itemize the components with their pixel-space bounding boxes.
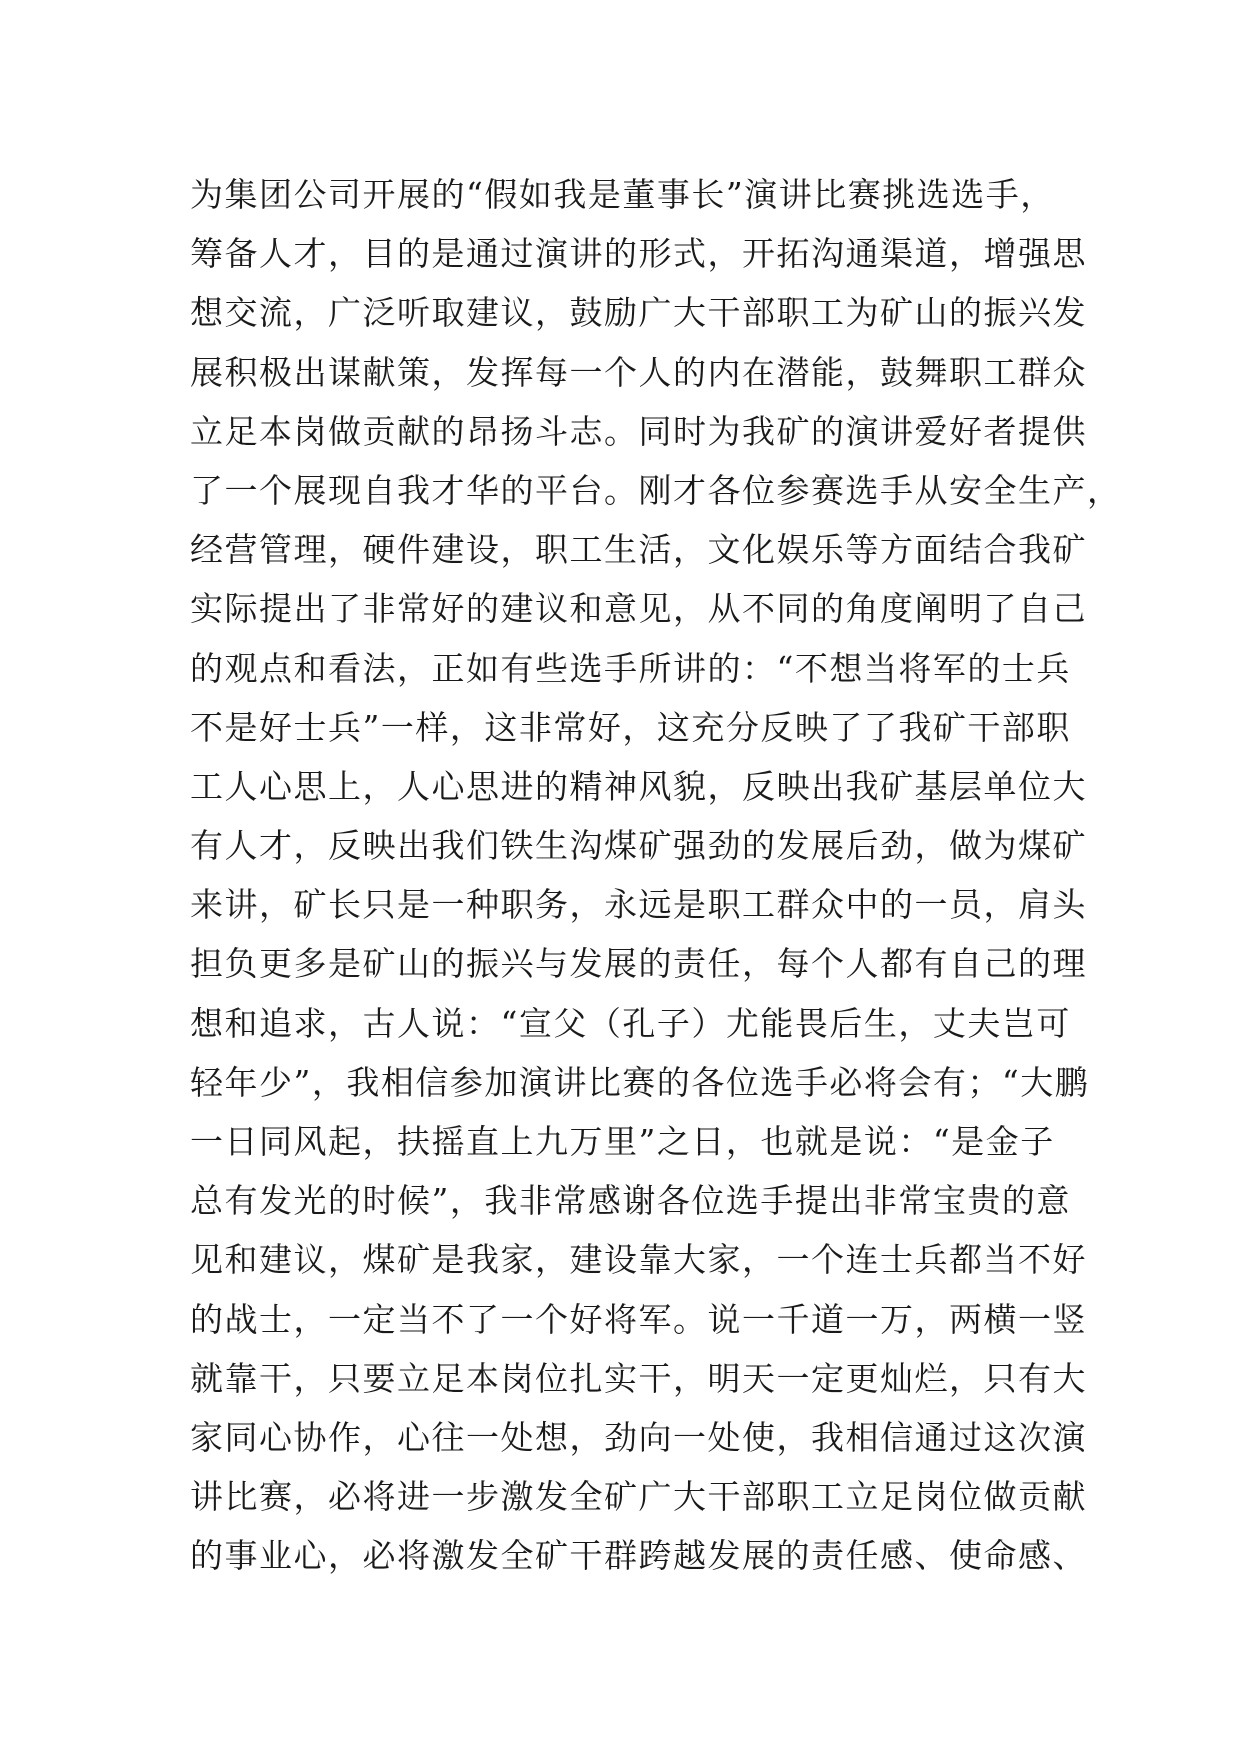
text-line-24: 的事业心，必将激发全矿干群跨越发展的责任感、使命感、	[190, 1536, 1087, 1576]
text-line-20: 的战士，一定当不了一个好将军。说一千道一万，两横一竖	[190, 1299, 1087, 1339]
text-line-8: 实际提出了非常好的建议和意见，从不同的角度阐明了自己	[190, 589, 1087, 629]
text-line-13: 来讲，矿长只是一种职务，永远是职工群众中的一员，肩头	[190, 885, 1087, 925]
text-line-14: 担负更多是矿山的振兴与发展的责任，每个人都有自己的理	[190, 944, 1087, 984]
text-line-12: 有人才，反映出我们铁生沟煤矿强劲的发展后劲，做为煤矿	[190, 826, 1087, 866]
text-line-7: 经营管理，硬件建设，职工生活，文化娱乐等方面结合我矿	[190, 530, 1087, 570]
text-line-21: 就靠干，只要立足本岗位扎实干，明天一定更灿烂，只有大	[190, 1358, 1087, 1398]
text-line-2: 筹备人才，目的是通过演讲的形式，开拓沟通渠道，增强思	[190, 234, 1087, 274]
text-line-17: 一日同风起，扶摇直上九万里”之日，也就是说：“是金子	[190, 1122, 1055, 1161]
text-line-6: 了一个展现自我才华的平台。刚才各位参赛选手从安全生产，	[190, 470, 1122, 510]
text-line-11: 工人心思上，人心思进的精神风貌，反映出我矿基层单位大	[190, 766, 1087, 806]
text-line-23: 讲比赛，必将进一步激发全矿广大干部职工立足岗位做贡献	[190, 1477, 1087, 1517]
text-line-18: 总有发光的时候”，我非常感谢各位选手提出非常宝贵的意	[190, 1181, 1071, 1221]
text-line-9: 的观点和看法，正如有些选手所讲的：“不想当将军的士兵	[190, 648, 1071, 688]
text-line-22: 家同心协作，心往一处想，劲向一处使，我相信通过这次演	[190, 1417, 1087, 1457]
text-line-4: 展积极出谋献策，发挥每一个人的内在潜能，鼓舞职工群众	[190, 352, 1087, 392]
text-line-5: 立足本岗做贡献的昂扬斗志。同时为我矿的演讲爱好者提供	[190, 411, 1087, 451]
text-line-10: 不是好士兵”一样，这非常好，这充分反映了了我矿干部职	[190, 707, 1071, 747]
text-line-1: 为集团公司开展的“假如我是董事长”演讲比赛挑选选手，	[190, 175, 1055, 214]
text-line-19: 见和建议，煤矿是我家，建设靠大家，一个连士兵都当不好	[190, 1240, 1087, 1280]
text-line-3: 想交流，广泛听取建议，鼓励广大干部职工为矿山的振兴发	[190, 293, 1087, 333]
body-text	[190, 165, 1122, 1586]
text-line-16: 轻年少”，我相信参加演讲比赛的各位选手必将会有；“大鹏	[190, 1062, 1090, 1102]
text-line-15: 想和追求，古人说：“宣父（孔子）尤能畏后生，丈夫岂可	[190, 1003, 1071, 1043]
